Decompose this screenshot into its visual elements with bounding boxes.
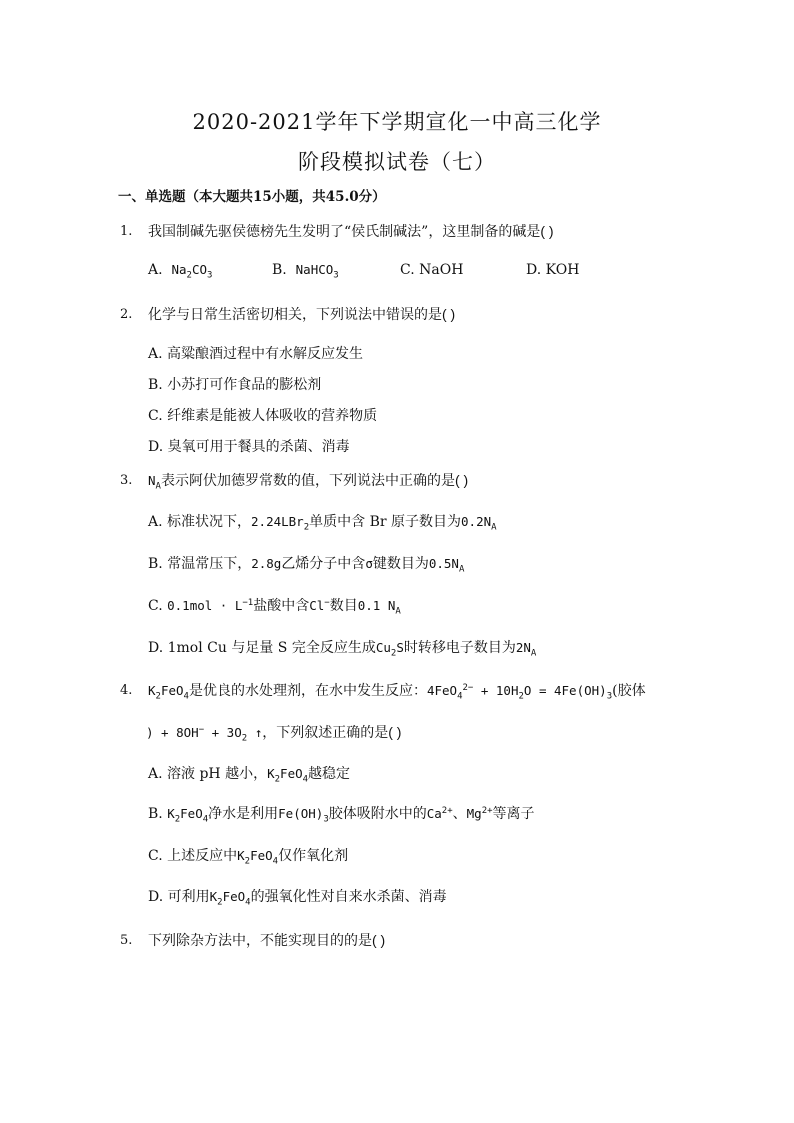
question-2-text: 化学与日常生活密切相关，下列说法中错误的是( ): [148, 306, 456, 323]
question-4-option-b: B. $K_2FeO_4$净水是利用$Fe(OH)_3$胶体吸附水中的$Ca^{2+}$、$Mg^{2+}$等离子: [148, 805, 535, 825]
question-2-option-d: D. 臭氧可用于餐具的杀菌、消毒: [148, 439, 350, 455]
question-1-text: 我国制碱先驱侯德榜先生发明了“侯氏制碱法”，这里制备的碱是( ): [148, 223, 554, 240]
question-4-number: 4.: [120, 683, 133, 698]
question-2-option-c: C. 纤维素是能被人体吸收的营养物质: [148, 408, 378, 424]
question-4-option-c: C. 上述反应中$K_2FeO_4$仅作氧化剂: [148, 848, 349, 867]
question-1-number: 1.: [120, 224, 133, 239]
question-4-option-d: D. 可利用$K_2FeO_4$的强氧化性对自来水杀菌、消毒: [148, 889, 447, 908]
question-5-text: 下列除杂方法中，不能实现目的的是( ): [148, 932, 386, 949]
section-heading: 一、单选题（本大题共15小题，共45.0分）: [118, 189, 386, 205]
question-3-option-c: C. $0.1mol \cdot L^{-1}$盐酸中含Cl−数目0.1 $N_A$: [148, 597, 401, 617]
question-5-number: 5.: [120, 933, 133, 948]
question-1-option-a: A. $Na_2CO_3$: [148, 262, 213, 281]
exam-title-line2: 阶段模拟试卷（七）: [298, 150, 496, 174]
question-1-option-b: B. NaHCO$_3$: [272, 262, 339, 281]
question-3-option-b: B. 常温常压下，2.8g乙烯分子中含σ键数目为$0.5N_A$: [148, 556, 465, 575]
question-1-option-c: C. NaOH: [400, 262, 464, 278]
question-4-text: $K_2FeO_4$是优良的水处理剂，在水中发生反应：$4FeO_4^{2-} + 10H_2O = 4Fe(OH)_3$(胶体: [148, 682, 646, 702]
question-3-option-d: D. 1mol Cu 与足量 S 完全反应生成$Cu_2S$时转移电子数目为$2N_A$: [148, 640, 537, 659]
question-3-number: 3.: [120, 473, 133, 488]
exam-title-line1: 2020-2021学年下学期宣化一中高三化学: [192, 110, 602, 134]
question-4-option-a: A. 溶液 pH 越小，$K_2FeO_4$越稳定: [148, 766, 351, 785]
question-3-text: $N_A$表示阿伏加德罗常数的值，下列说法中正确的是( ): [148, 472, 469, 492]
question-1-option-d: D. KOH: [526, 262, 580, 278]
question-2-option-b: B. 小苏打可作食品的膨松剂: [148, 377, 322, 393]
question-4-text-line2: ) + $8OH^- + 3O_2$ ↑，下列叙述正确的是( ): [146, 724, 402, 744]
question-2-option-a: A. 高粱酿酒过程中有水解反应发生: [148, 346, 364, 362]
question-3-option-a: A. 标准状况下，2.24LBr$_2$单质中含 Br 原子数目为$0.2N_A$: [148, 514, 497, 533]
question-2-number: 2.: [120, 307, 133, 322]
